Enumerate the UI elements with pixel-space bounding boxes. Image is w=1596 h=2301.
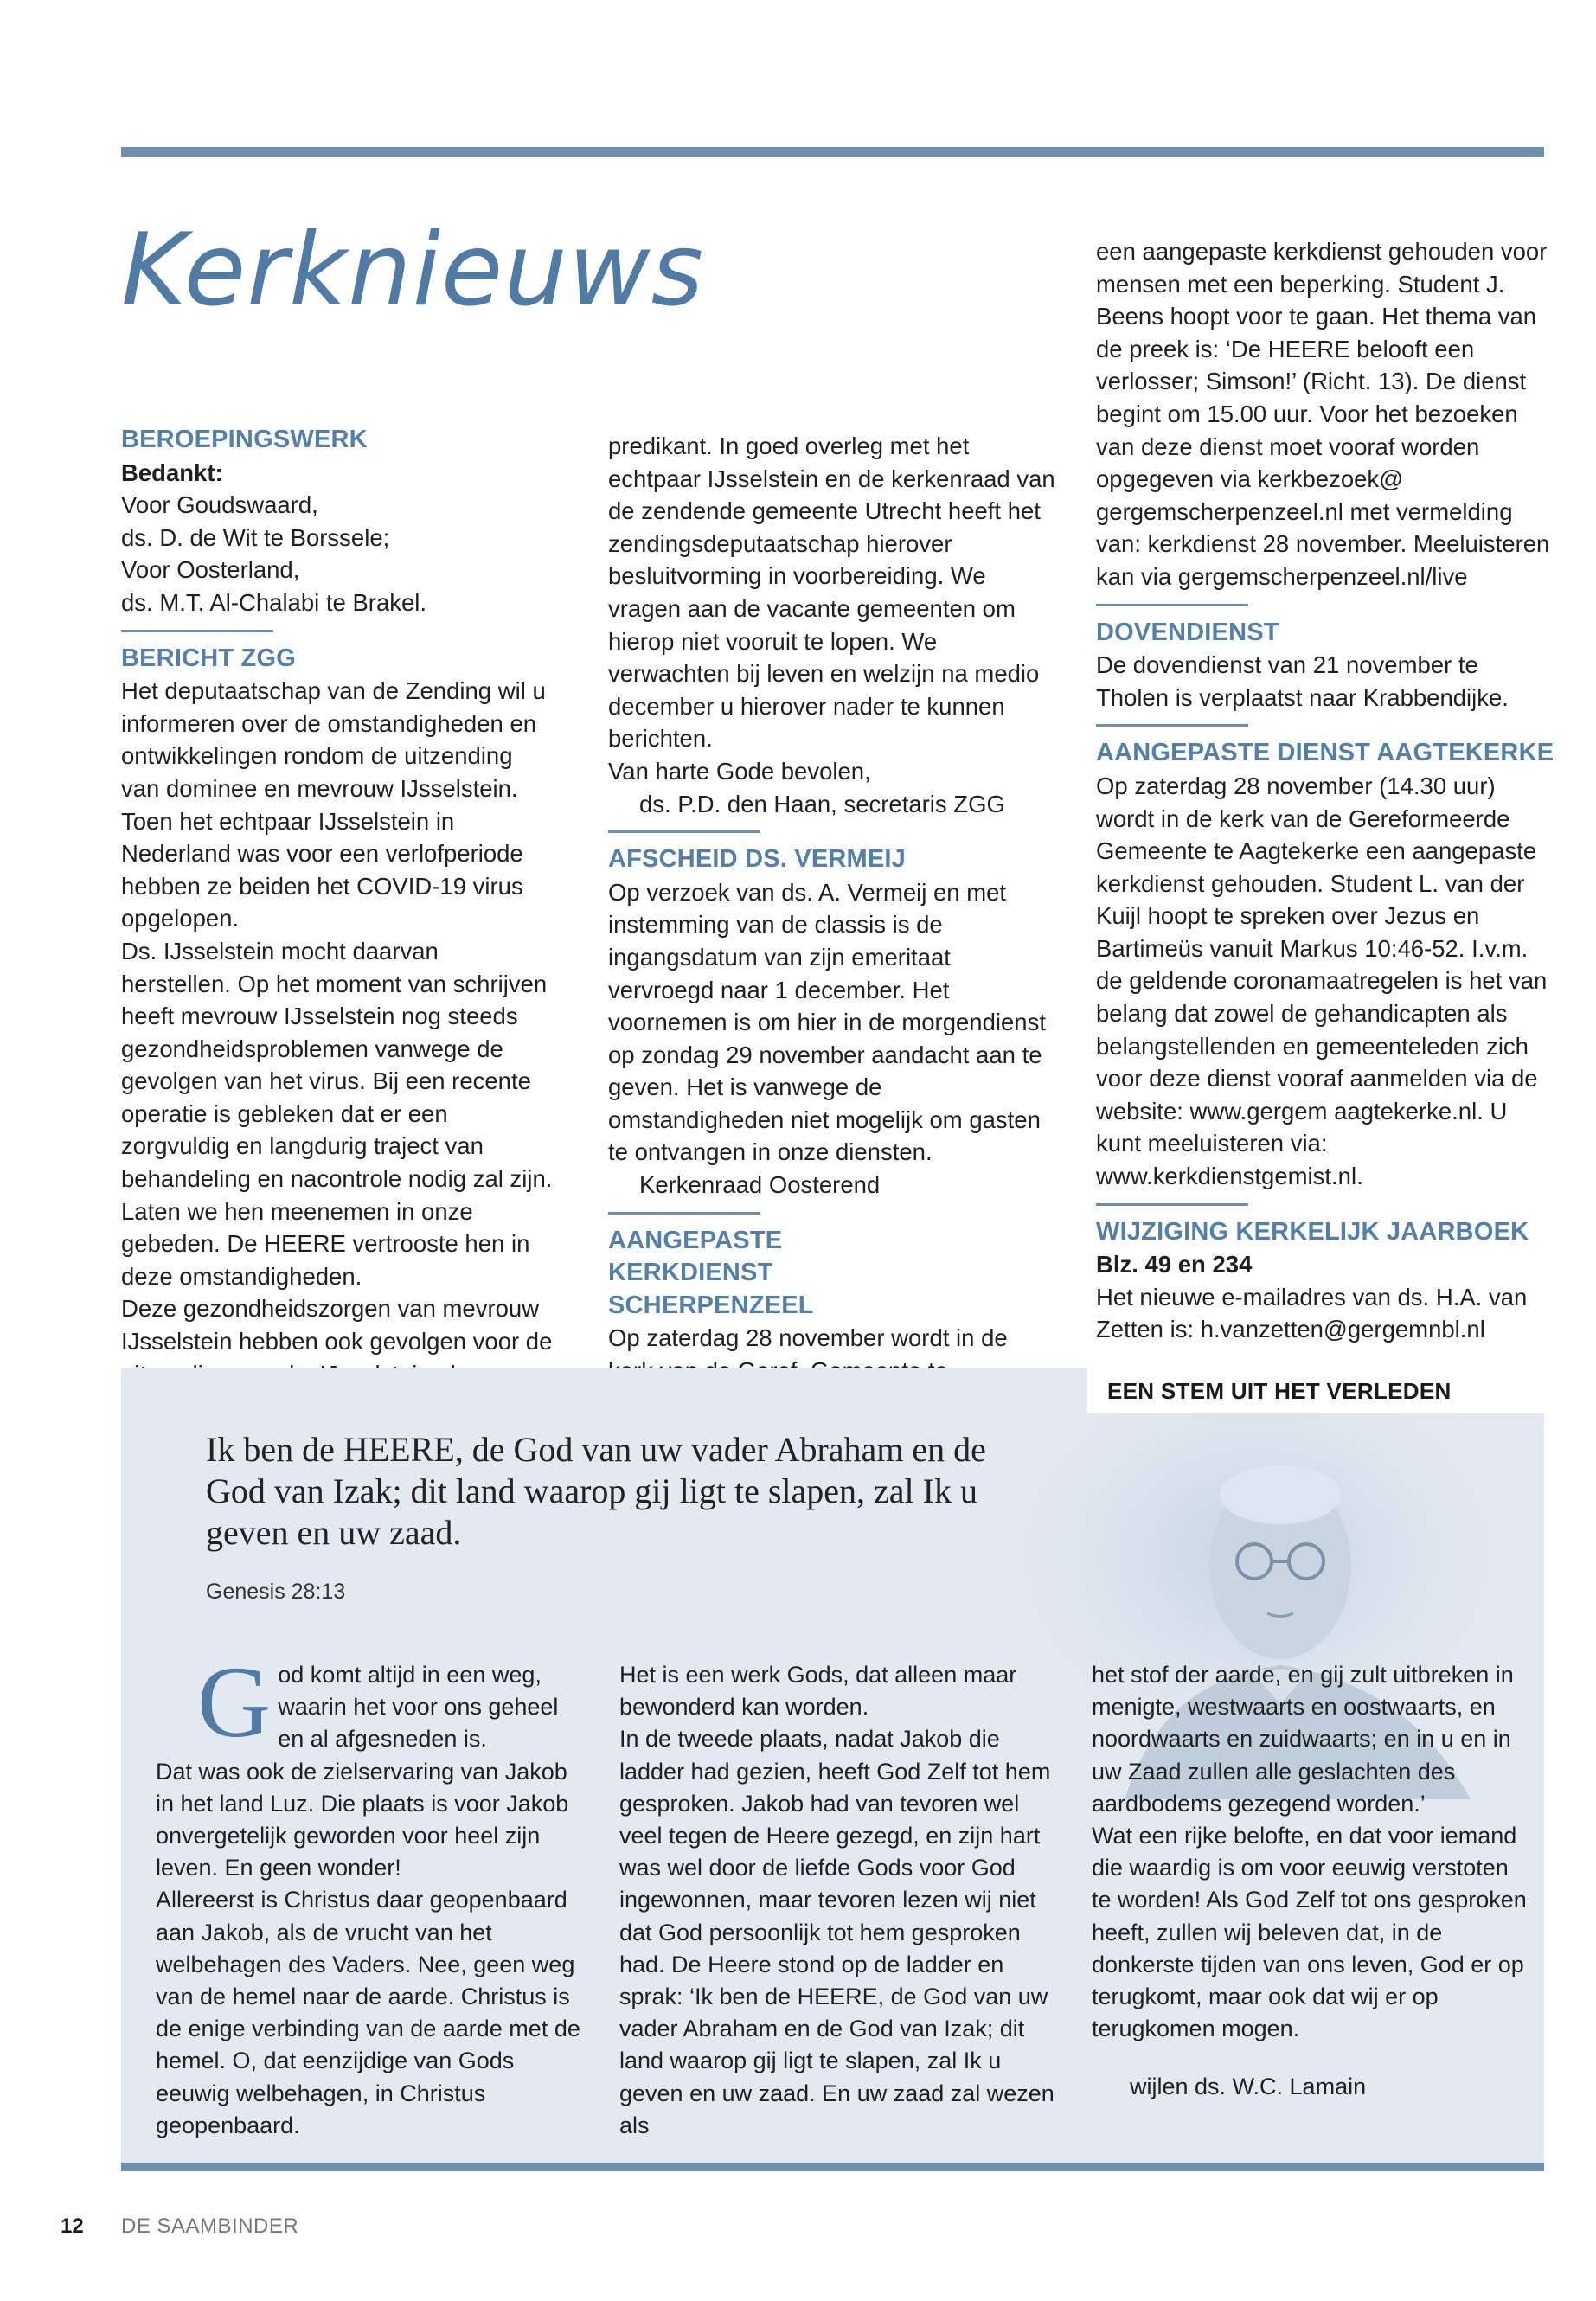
bible-quote: Ik ben de HEERE, de God van uw vader Abraham en de God van Izak; dit land waarop gij ligt te slapen, zal Ik u geven en uw zaad. — [206, 1430, 986, 1552]
text-line: Voor Oosterland, — [121, 556, 300, 584]
text-line: ds. D. de Wit te Borssele; — [121, 523, 390, 551]
box-label: EEN STEM UIT HET VERLEDEN — [1087, 1368, 1544, 1413]
section-heading: BEROEPINGSWERK — [121, 426, 368, 453]
page-title: Kerknieuws — [121, 212, 705, 329]
paragraph: predikant. In goed overleg met het echtpaar IJsselstein en de kerkenraad van de zendende gemeente Utrecht heeft het zendingsdeputaatschap hierover besluitvorming in voorbereiding. We vragen aan de vacante gemeenten om hierop niet vooruit te lopen. We verwachten bij leven en welzijn na medio december u hierover nader te kunnen berichten. — [608, 433, 1055, 753]
section-divider — [1096, 724, 1248, 727]
section-divider — [608, 830, 760, 833]
signature: wijlen ds. W.C. Lamain — [1130, 2073, 1367, 2100]
signature: Kerkenraad Oosterend — [639, 1171, 881, 1199]
section-heading: BERICHT ZGG — [121, 644, 296, 672]
paragraph: Op verzoek van ds. A. Vermeij en met instemming van de classis is de ingangsdatum van zijn emeritaat vervroegd naar 1 december. Het voornemen is om hier in de morgendienst op zondag 29 november aandacht aan te geven. Het is vanwege de omstandigheden niet mogelijk om gasten te ontvangen in onze diensten. — [608, 878, 1046, 1166]
subheading: Bedankt: — [121, 458, 223, 486]
drop-cap: G — [197, 1645, 272, 1759]
paragraph: een aangepaste kerkdienst gehouden voor mensen met een beperking. Student J. Beens hoopt voor te gaan. Het thema van de preek is: ‘De HEERE belooft een verlosser; Simson!’ (Richt. 13). De dienst begint om 15.00 uur. Voor het bezoeken van deze dienst moet vooraf worden opgegeven via kerkbezoek@ gergemscherpenzeel.nl met vermelding van: kerkdienst 28 november. Meeluisteren kan via gergemscherpenzeel.nl/live — [1096, 238, 1550, 590]
publication-name: DE SAAMBINDER — [121, 2214, 299, 2238]
paragraph: Deze gezondheidszorgen van mevrouw IJsselstein hebben ook gevolgen voor de — [121, 1295, 553, 1356]
section-divider — [1096, 604, 1248, 606]
meditation-column-1 — [156, 1645, 588, 2142]
paragraph: Op zaterdag 28 november wordt in de — [608, 1324, 1008, 1352]
news-column-1 — [121, 424, 554, 1423]
paragraph: Het nieuwe e-mailadres van ds. H.A. van Zetten is: h.vanzetten@gergemnbl.nl — [1096, 1283, 1528, 1343]
paragraph: Dat was ook de zielservaring van Jakob in het land Luz. Die plaats is voor Jakob onvergetelijk geworden voor heel zijn leven. En geen wonder! — [156, 1758, 569, 1881]
paragraph: Allereerst is Christus daar geopenbaard aan Jakob, als de vrucht van het welbehagen des Vaders. Nee, geen weg van de hemel naar de aarde. Christus is de enige verbinding van de aarde met de hemel. O, dat eenzijdige van Gods eeuwig welbehagen, in Christus geopenbaard. — [156, 1887, 580, 2138]
meditation-column-2 — [619, 1659, 1056, 2142]
paragraph: Van harte Gode bevolen, — [608, 757, 871, 785]
section-heading: AFSCHEID DS. VERMEIJ — [608, 845, 906, 874]
section-divider — [121, 630, 273, 632]
paragraph: Ds. IJsselstein mocht daarvan herstellen. Op het moment van schrijven heeft mevrouw IJsselstein nog steeds gezondheidsproblemen vanwege de gevolgen van het virus. Bij een recente operatie is gebleken dat er een zorgvuldig en langdurig traject van behandeling en nacontrole nodig zal zijn. Laten we hen meenemen in onze gebeden. De HEERE vertrooste hen in deze omstandigheden. — [121, 937, 553, 1290]
page-number: 12 — [61, 2214, 84, 2238]
paragraph: Op zaterdag 28 november (14.30 uur) wordt in de kerk van de Gereformeerde Gemeente te Aagtekerke een aangepaste kerkdienst gehouden. Student L. van der Kuijl hoopt te spreken over Jezus en Bartimeüs vanuit Markus 10:46-52. I.v.m. de geldende coronamaatregelen is het van belang dat zowel de gehandicapten als belangstellenden en gemeenteleden zich voor deze dienst vooraf aanmelden via de website: www.gergem aagtekerke.nl. U kunt meeluisteren via: www.kerkdienstgemist.nl. — [1096, 772, 1548, 1190]
text-line: Voor Goudswaard, — [121, 491, 318, 519]
section-heading: AANGEPASTE KERKDIENST SCHERPENZEEL — [608, 1226, 814, 1319]
paragraph: Het is een werk Gods, dat alleen maar bewonderd kan worden. — [619, 1662, 1017, 1721]
text-line: ds. M.T. Al-Chalabi te Brakel. — [121, 588, 427, 616]
paragraph: Het deputaatschap van de Zending wil u informeren over de omstandigheden en ontwikkelingen rondom de uitzending van dominee en mevrouw IJsselstein. — [121, 677, 546, 802]
paragraph: De dovendienst van 21 november te Tholen is verplaatst naar Krabbendijke. — [1096, 651, 1509, 711]
subheading: Blz. 49 en 234 — [1096, 1251, 1253, 1279]
news-column-3 — [1096, 235, 1554, 1346]
news-column-2 — [608, 430, 1058, 1420]
paragraph: od komt altijd in een weg, waarin het voor ons geheel en al afgesneden is. — [278, 1662, 559, 1753]
paragraph: het stof der aarde, en gij zult uitbreken in menigte, westwaarts en oostwaarts, en noordwaarts en zuidwaarts; en in u en in uw Zaad zullen alle geslachten des aardbodems gezegend worden.’ — [1092, 1662, 1514, 1817]
section-heading: WIJZIGING KERKELIJK JAARBOEK — [1096, 1217, 1529, 1246]
quote-source: Genesis 28:13 — [206, 1580, 346, 1604]
section-divider — [608, 1212, 760, 1215]
top-rule — [121, 147, 1544, 157]
section-divider — [1096, 1203, 1248, 1206]
bottom-rule — [121, 2163, 1544, 2171]
paragraph: Toen het echtpaar IJsselstein in Nederland was voor een verlofperiode hebben ze beiden het COVID-19 virus opgelopen. — [121, 807, 523, 933]
section-heading: DOVENDIENST — [1096, 618, 1279, 646]
section-heading: AANGEPASTE DIENST AAGTEKERKE — [1096, 739, 1554, 767]
signature: ds. P.D. den Haan, secretaris ZGG — [639, 790, 1005, 817]
paragraph: In de tweede plaats, nadat Jakob die ladder had gezien, heeft God Zelf tot hem gesproken. Jakob had van tevoren wel veel tegen de Heere gezegd, en zijn hart was wel door de liefde Gods voor God ingewonnen, maar tevoren lezen wij niet dat God persoonlijk tot hem gesproken had. De Heere stond op de ladder en sprak: ‘Ik ben de HEERE, de God van uw vader Abraham en de God van Izak; dit land waarop gij ligt te slapen, zal Ik u geven en uw zaad. En uw zaad zal wezen als — [619, 1726, 1054, 2138]
meditation-column-3 — [1092, 1659, 1529, 2104]
paragraph: Wat een rijke belofte, en dat voor iemand die waardig is om voor eeuwig verstoten te worden! Als God Zelf tot ons gesproken heeft, zullen wij beleven dat, in de donkerste tijden van ons leven, God er op terugkomt, maar ook dat wij er op terugkomen mogen. — [1092, 1823, 1527, 2042]
